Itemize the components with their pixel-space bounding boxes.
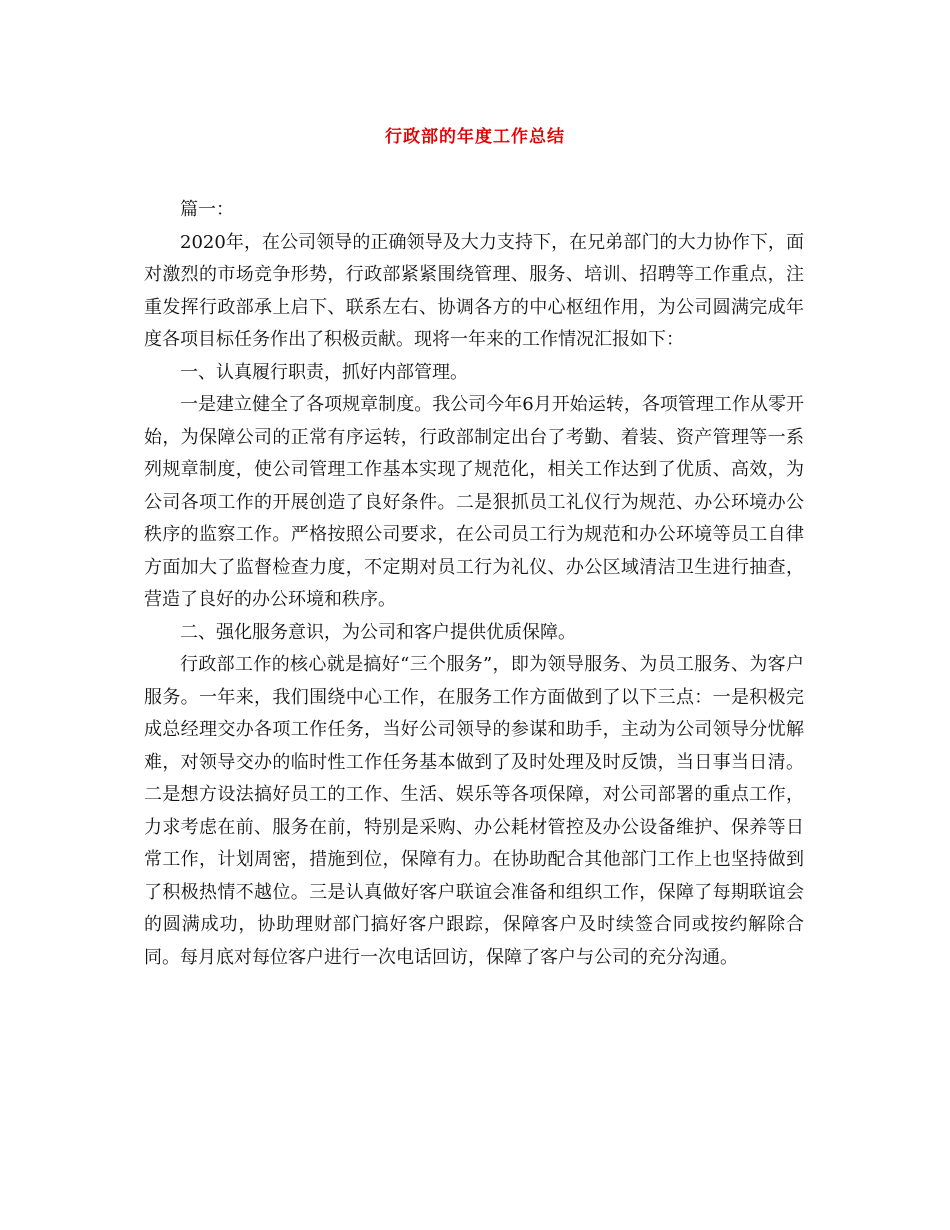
page-title: 行政部的年度工作总结 xyxy=(385,127,565,147)
intro-paragraph: 2020年，在公司领导的正确领导及大力支持下，在兄弟部门的大力协作下，面对激烈的市场竞争形势，行政部紧紧围绕管理、服务、培训、招聘等工作重点，注重发挥行政部承上启下、联系左右、协调各方的中心枢纽作用，为公司圆满完成年度各项目标任务作出了积极贡献。现将一年来的工作情况汇报如下： xyxy=(144,231,804,350)
document-body xyxy=(144,194,804,974)
section-1-paragraph: 一是建立健全了各项规章制度。我公司今年6月开始运转，各项管理工作从零开始，为保障公司的正常有序运转，行政部制定出台了考勤、着装、资产管理等一系列规章制度，使公司管理工作基本实现了规范化，相关工作达到了优质、高效，为公司各项工作的开展创造了良好条件。二是狠抓员工礼仪行为规范、办公环境办公秩序的监察工作。严格按照公司要求，在公司员工行为规范和办公环境等员工自律方面加大了监督检查力度，不定期对员工行为礼仪、办公区域清洁卫生进行抽查，营造了良好的办公环境和秩序。 xyxy=(144,394,804,610)
section-label: 篇一： xyxy=(180,199,234,220)
section-2-paragraph: 行政部工作的核心就是搞好“三个服务”，即为领导服务、为员工服务、为客户服务。一年来，我们围绕中心工作，在服务工作方面做到了以下三点：一是积极完成总经理交办各项工作任务，当好公司领导的参谋和助手，主动为公司领导分忧解难，对领导交办的临时性工作任务基本做到了及时处理及时反馈，当日事当日清。二是想方设法搞好员工的工作、生活、娱乐等各项保障，对公司部署的重点工作，力求考虑在前、服务在前，特别是采购、办公耗材管控及办公设备维护、保养等日常工作，计划周密，措施到位，保障有力。在协助配合其他部门工作上也坚持做到了积极热情不越位。三是认真做好客户联谊会准备和组织工作，保障了每期联谊会的圆满成功，协助理财部门搞好客户跟踪，保障客户及时续签合同或按约解除合同。每月底对每位客户进行一次电话回访，保障了客户与公司的充分沟通。 xyxy=(144,654,804,968)
section-heading-2: 二、强化服务意识，为公司和客户提供优质保障。 xyxy=(180,621,576,643)
section-heading-1: 一、认真履行职责，抓好内部管理。 xyxy=(180,361,468,383)
